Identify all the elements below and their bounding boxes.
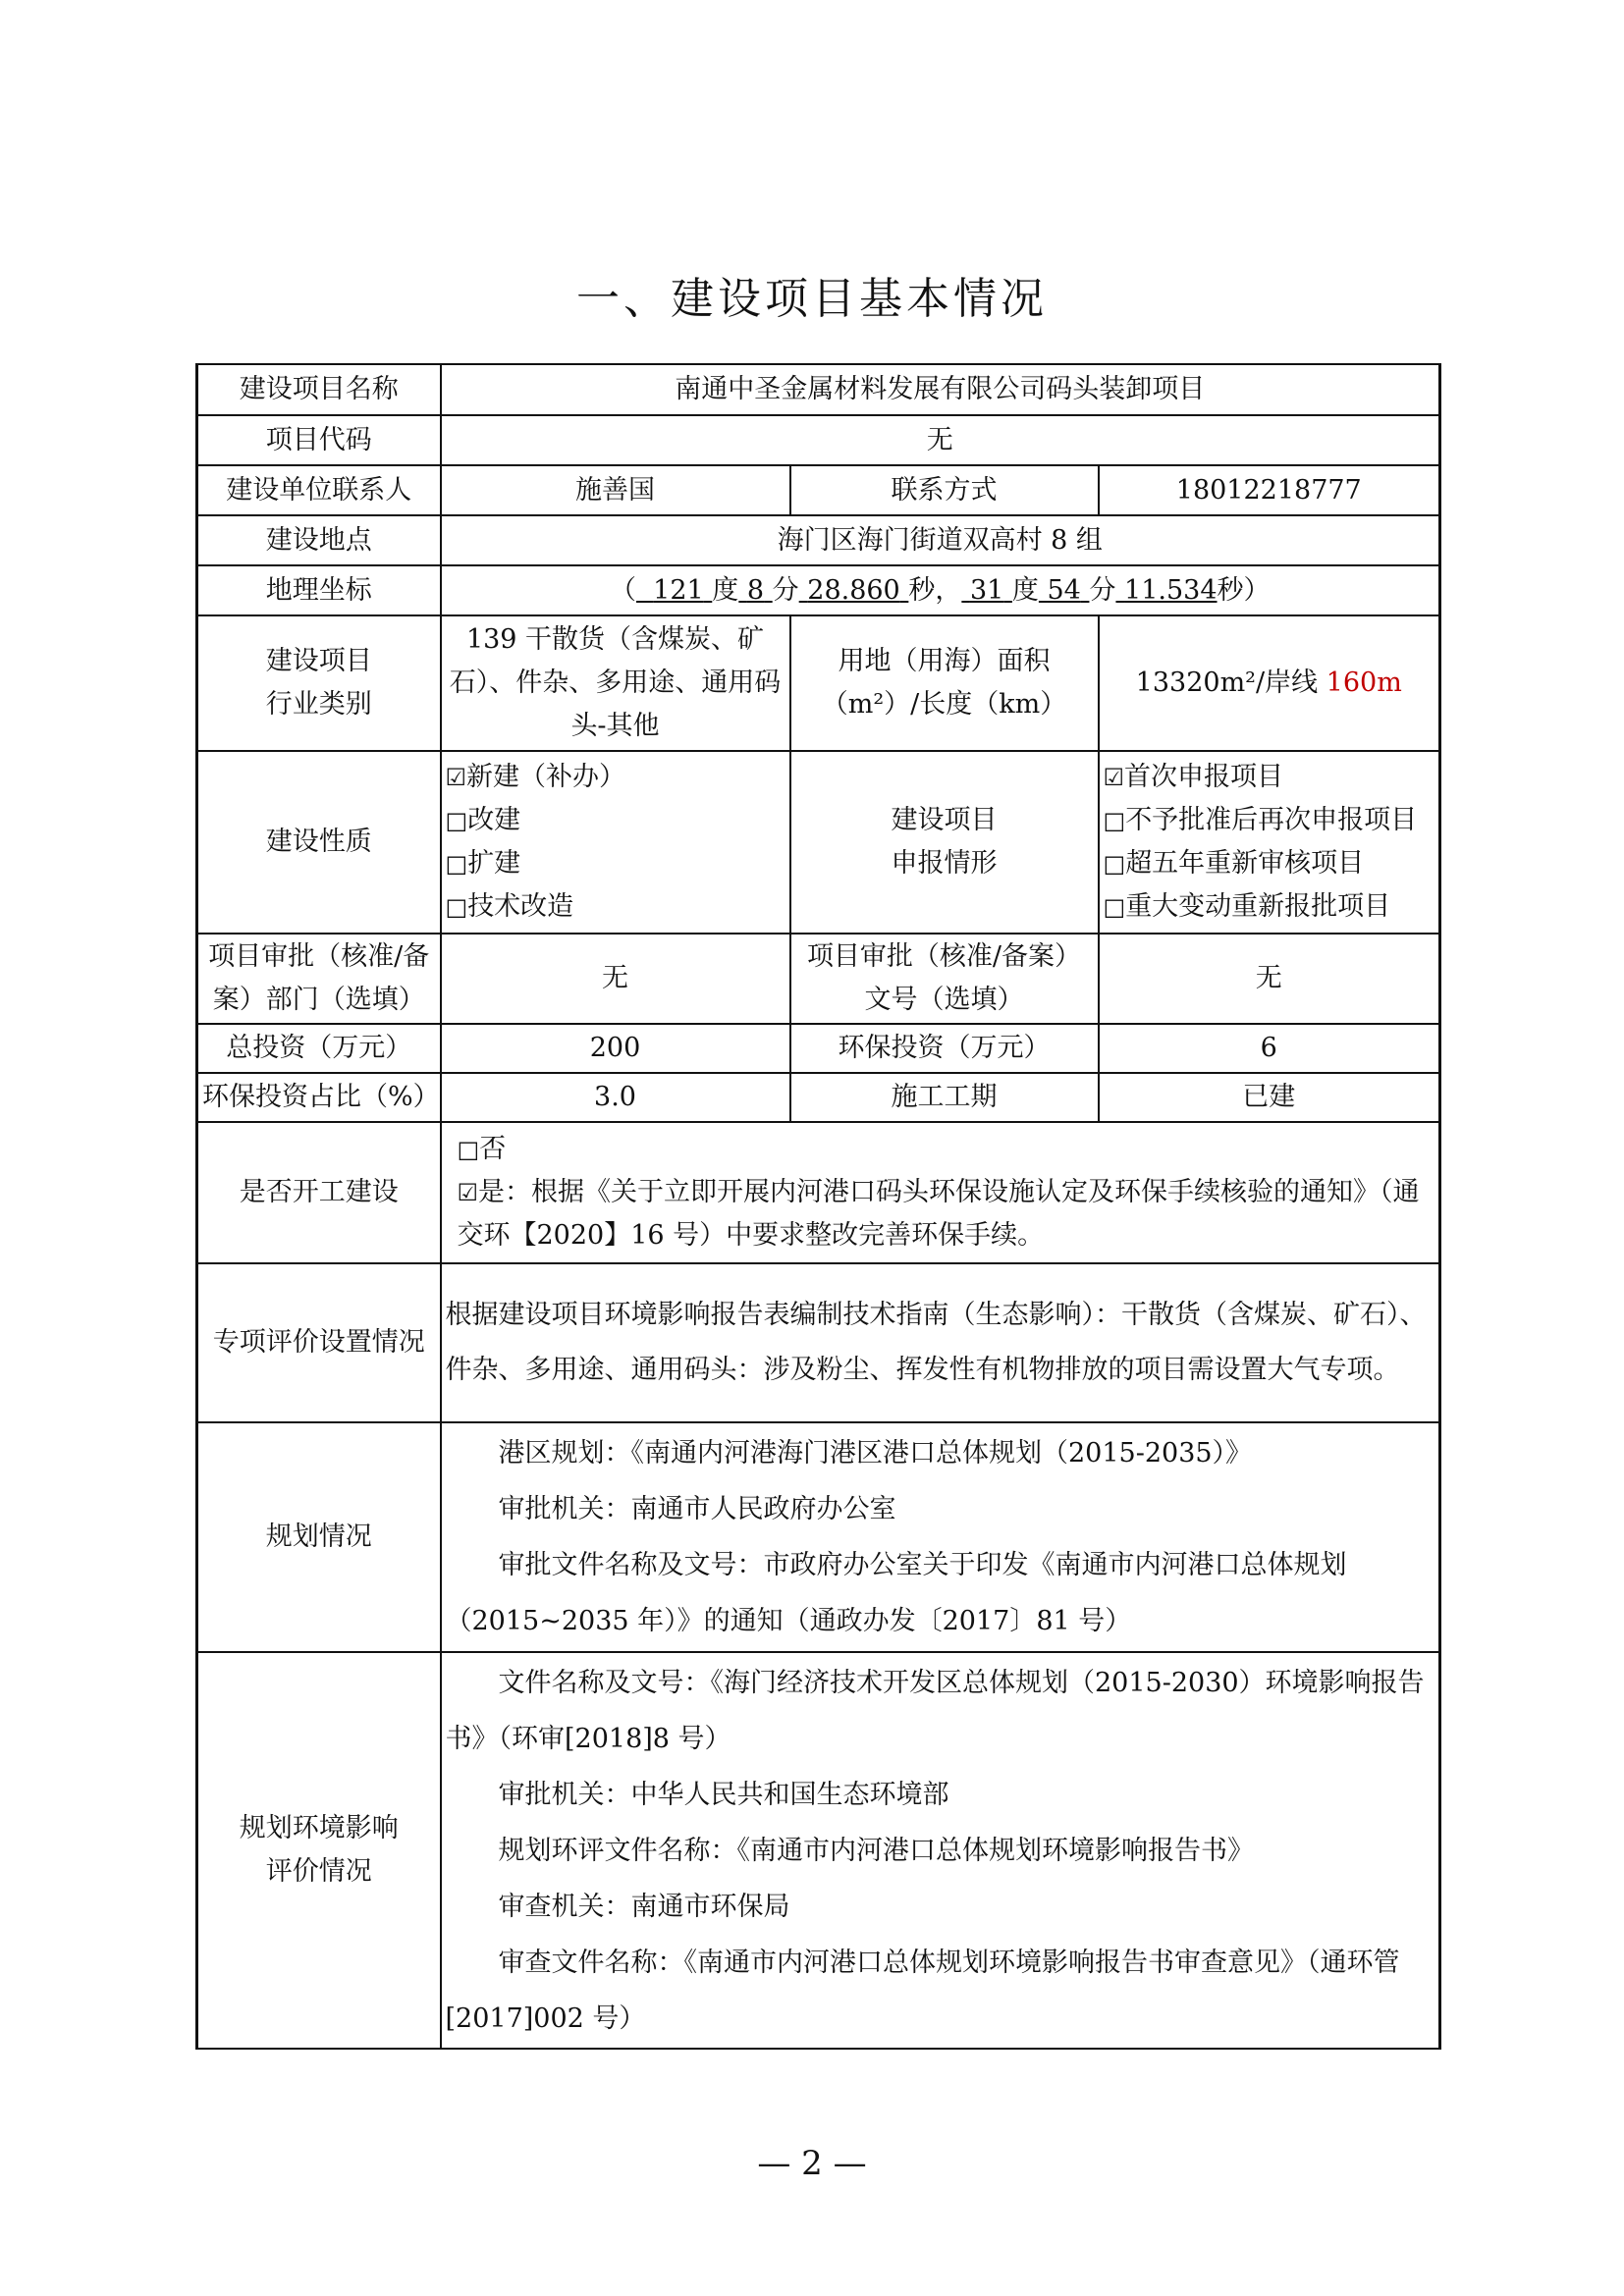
value-env-investment: 6 — [1099, 1024, 1440, 1073]
value-contact-phone: 18012218777 — [1099, 465, 1440, 515]
declaration-options — [1099, 751, 1440, 934]
label-approval-doc: 项目审批（核准/备案）文号（选填） — [790, 934, 1099, 1024]
declaration-option-major: □重大变动重新报批项目 — [1104, 885, 1435, 929]
longitude-seconds: 28.860 — [807, 574, 900, 606]
label-special-evaluation: 专项评价设置情况 — [197, 1263, 441, 1422]
value-special-evaluation: 根据建设项目环境影响报告表编制技术指南（生态影响）：干散货（含煤炭、矿石）、件杂、多用途、通用码头：涉及粉尘、挥发性有机物排放的项目需设置大气专项。 — [441, 1263, 1440, 1422]
unchecked-box-icon: □ — [445, 893, 468, 921]
started-option-no: □否 — [446, 1128, 1435, 1171]
eia-line: 审查机关：南通市环保局 — [498, 1891, 790, 1922]
row-investment — [197, 1024, 1440, 1073]
eia-line: 文件名称及文号：《海门经济技术开发区总体规划（2015-2030）环境影响报告书》（环审[2018]8 号） — [445, 1667, 1425, 1754]
row-eia — [197, 1652, 1440, 2049]
label-env-investment: 环保投资（万元） — [790, 1024, 1099, 1073]
planning-line: 审批文件名称及文号：市政府办公室关于印发《南通市内河港口总体规划（2015~2035 年）》的通知（通政办发〔2017〕81 号） — [445, 1550, 1347, 1636]
row-special-evaluation — [197, 1263, 1440, 1422]
label-contact-method: 联系方式 — [790, 465, 1099, 515]
row-contact — [197, 465, 1440, 515]
label-construction-period: 施工工期 — [790, 1073, 1099, 1122]
nature-option-new: ☑新建（补办） — [446, 756, 785, 799]
latitude-seconds: 11.534 — [1124, 574, 1218, 606]
started-option-yes: ☑是：根据《关于立即开展内河港口码头环保设施认定及环保手续核验的通知》（通交环【2020】16 号）中要求整改完善环保手续。 — [446, 1171, 1435, 1257]
unchecked-box-icon: □ — [457, 1136, 480, 1163]
value-land-area: 13320m²/岸线 160m — [1099, 615, 1440, 751]
label-total-investment: 总投资（万元） — [197, 1024, 441, 1073]
value-industry: 139 干散货（含煤炭、矿石）、件杂、多用途、通用码头-其他 — [441, 615, 790, 751]
value-project-code: 无 — [441, 415, 1440, 465]
unchecked-box-icon: □ — [1103, 893, 1126, 921]
latitude-degrees: 31 — [969, 574, 1004, 606]
value-coordinates: （ 121 度 8 分 28.860 秒， 31 度 54 分 11.534秒） — [441, 565, 1440, 615]
checked-box-icon: ☑ — [1103, 764, 1125, 791]
declaration-option-first: ☑首次申报项目 — [1104, 756, 1435, 799]
nature-options — [441, 751, 790, 934]
label-started: 是否开工建设 — [197, 1122, 441, 1263]
declaration-option-review: □超五年重新审核项目 — [1104, 842, 1435, 885]
project-info-table — [195, 363, 1441, 2050]
checked-box-icon: ☑ — [457, 1179, 479, 1206]
row-coordinates — [197, 565, 1440, 615]
nature-option-rebuild: □改建 — [446, 799, 785, 842]
label-contact-person: 建设单位联系人 — [197, 465, 441, 515]
label-coordinates: 地理坐标 — [197, 565, 441, 615]
row-ratio — [197, 1073, 1440, 1122]
value-env-ratio: 3.0 — [441, 1073, 790, 1122]
latitude-minutes: 54 — [1047, 574, 1081, 606]
unchecked-box-icon: □ — [1103, 850, 1126, 878]
value-contact-person: 施善国 — [441, 465, 790, 515]
value-approval-dept: 无 — [441, 934, 790, 1024]
value-location: 海门区海门街道双高村 8 组 — [441, 515, 1440, 565]
label-env-ratio: 环保投资占比（%） — [197, 1073, 441, 1122]
row-planning — [197, 1422, 1440, 1652]
value-eia — [441, 1652, 1440, 2049]
value-construction-period: 已建 — [1099, 1073, 1440, 1122]
unchecked-box-icon: □ — [445, 807, 468, 834]
value-started — [441, 1122, 1440, 1263]
eia-line: 规划环评文件名称：《南通市内河港口总体规划环境影响报告书》 — [498, 1835, 1254, 1866]
nature-option-tech: □技术改造 — [446, 885, 785, 929]
label-nature: 建设性质 — [197, 751, 441, 934]
row-industry — [197, 615, 1440, 751]
longitude-minutes: 8 — [746, 574, 765, 606]
label-approval-dept: 项目审批（核准/备案）部门（选填） — [197, 934, 441, 1024]
value-project-name: 南通中圣金属材料发展有限公司码头装卸项目 — [441, 364, 1440, 415]
declaration-option-reapply: □不予批准后再次申报项目 — [1104, 799, 1435, 842]
value-planning — [441, 1422, 1440, 1652]
eia-line: 审查文件名称：《南通市内河港口总体规划环境影响报告书审查意见》（通环管[2017]002 号） — [445, 1947, 1400, 2034]
row-approval — [197, 934, 1440, 1024]
label-project-name: 建设项目名称 — [197, 364, 441, 415]
checked-box-icon: ☑ — [445, 764, 467, 791]
row-nature — [197, 751, 1440, 934]
row-project-code — [197, 415, 1440, 465]
nature-option-expand: □扩建 — [446, 842, 785, 885]
label-land-area: 用地（用海）面积（m²）/长度（km） — [790, 615, 1099, 751]
label-industry: 建设项目 行业类别 — [197, 615, 441, 751]
planning-line: 审批机关：南通市人民政府办公室 — [498, 1494, 896, 1524]
label-planning: 规划情况 — [197, 1422, 441, 1652]
page-number: — 2 — — [757, 2144, 867, 2183]
row-location — [197, 515, 1440, 565]
unchecked-box-icon: □ — [1103, 807, 1126, 834]
section-title: 一、建设项目基本情况 — [576, 274, 1048, 324]
label-declaration: 建设项目 申报情形 — [790, 751, 1099, 934]
unchecked-box-icon: □ — [445, 850, 468, 878]
value-total-investment: 200 — [441, 1024, 790, 1073]
eia-line: 审批机关：中华人民共和国生态环境部 — [498, 1779, 949, 1810]
label-project-code: 项目代码 — [197, 415, 441, 465]
planning-line: 港区规划：《南通内河港海门港区港口总体规划（2015-2035）》 — [498, 1438, 1253, 1468]
label-location: 建设地点 — [197, 515, 441, 565]
longitude-degrees: 121 — [653, 574, 704, 606]
row-started — [197, 1122, 1440, 1263]
value-approval-doc: 无 — [1099, 934, 1440, 1024]
row-project-name — [197, 364, 1440, 415]
label-eia: 规划环境影响 评价情况 — [197, 1652, 441, 2049]
